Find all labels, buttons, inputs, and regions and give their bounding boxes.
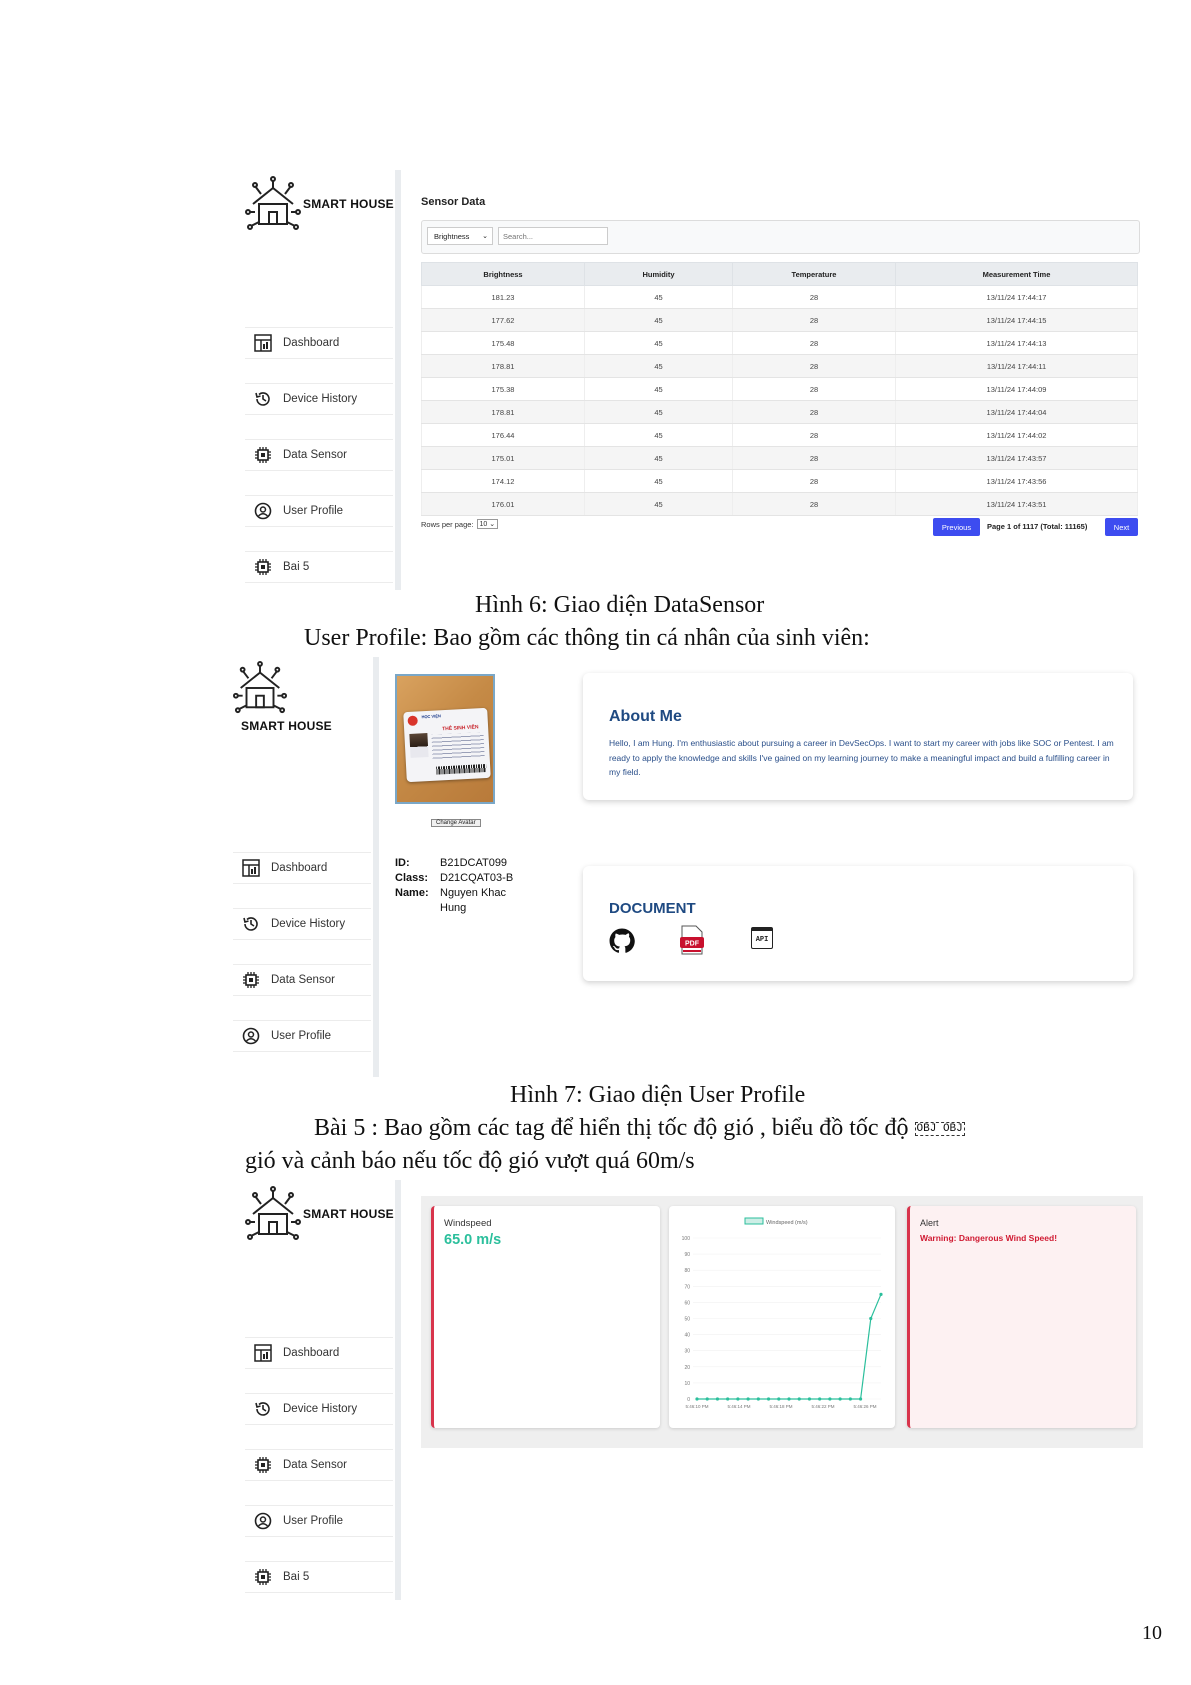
smart-house-logo-icon [245, 1186, 301, 1242]
class-value: D21CQAT03-B [440, 872, 514, 884]
y-tick-label: 60 [684, 1300, 690, 1307]
bai5-content-panel [421, 1196, 1143, 1448]
table-cell: 45 [585, 447, 733, 470]
chip-icon [253, 1567, 273, 1587]
data-point [716, 1397, 719, 1400]
brand[interactable] [245, 1186, 394, 1242]
data-point [787, 1397, 790, 1400]
table-cell: 13/11/24 17:43:51 [896, 493, 1138, 516]
card-header-text: HỌC VIỆN [421, 713, 441, 720]
sidebar-item-label: User Profile [283, 1515, 344, 1527]
sidebar [245, 170, 401, 590]
sidebar-item-bai5[interactable] [245, 1561, 393, 1593]
sidebar-item-dashboard[interactable] [245, 327, 393, 359]
table-row [422, 447, 1138, 470]
card-logo [407, 716, 418, 727]
x-tick-label: 5:46:22 PM [811, 1404, 835, 1409]
table-row [422, 493, 1138, 516]
table-cell: 45 [585, 355, 733, 378]
table-cell: 13/11/24 17:44:09 [896, 378, 1138, 401]
y-tick-label: 40 [684, 1332, 690, 1339]
data-point [798, 1397, 801, 1400]
series-line [697, 1294, 881, 1399]
y-tick-label: 80 [684, 1268, 690, 1275]
x-tick-label: 5:46:18 PM [769, 1404, 793, 1409]
table-cell: 45 [585, 332, 733, 355]
table-cell: 45 [585, 286, 733, 309]
windspeed-chart-card [669, 1206, 895, 1428]
chip-icon [253, 1455, 273, 1475]
table-cell: 175.48 [422, 332, 585, 355]
github-icon[interactable] [609, 928, 635, 959]
page-title: Sensor Data [421, 196, 486, 208]
rows-per-page-select[interactable]: 10 ⌄ [477, 519, 499, 529]
sidebar-item-label: Dashboard [283, 1347, 340, 1359]
table-row [422, 378, 1138, 401]
x-tick-label: 5:46:26 PM [853, 1404, 877, 1409]
table-cell: 45 [585, 493, 733, 516]
table-cell: 28 [733, 493, 896, 516]
y-tick-label: 10 [684, 1380, 690, 1387]
table-cell: 28 [733, 401, 896, 424]
brand-name: SMART HOUSE [303, 1207, 394, 1221]
user-circle-icon [253, 501, 273, 521]
brand-name: SMART HOUSE [241, 719, 332, 733]
dashboard-icon [253, 333, 273, 353]
data-point [695, 1397, 698, 1400]
card-lines [431, 732, 484, 761]
history-icon [241, 914, 261, 934]
alert-card [907, 1206, 1136, 1428]
x-tick-label: 5:46:10 PM [685, 1404, 709, 1409]
table-cell: 181.23 [422, 286, 585, 309]
api-label: API [755, 935, 769, 944]
data-point [726, 1397, 729, 1400]
table-cell: 178.81 [422, 355, 585, 378]
pdf-label: PDF [685, 940, 699, 948]
column-header[interactable]: Measurement Time [896, 263, 1138, 286]
table-cell: 175.01 [422, 447, 585, 470]
chevron-down-icon: ⌄ [482, 233, 488, 240]
sidebar-item-dashboard[interactable] [245, 1337, 393, 1369]
sidebar-item-user-profile[interactable] [233, 1020, 371, 1052]
table-cell: 13/11/24 17:43:56 [896, 470, 1138, 493]
history-icon [253, 389, 273, 409]
figure-caption-6: Hình 6: Giao diện DataSensor [475, 592, 765, 618]
document-title: DOCUMENT [609, 900, 696, 917]
sidebar-item-data-sensor[interactable] [245, 1449, 393, 1481]
table-cell: 178.81 [422, 401, 585, 424]
data-point [828, 1397, 831, 1400]
brand-name: SMART HOUSE [303, 197, 394, 211]
sidebar-item-label: Data Sensor [283, 1459, 347, 1471]
brand[interactable] [233, 661, 332, 733]
sidebar-item-user-profile[interactable] [245, 495, 393, 527]
sidebar-item-label: Bai 5 [283, 561, 310, 573]
smart-house-logo-icon [233, 661, 287, 715]
table-row [422, 286, 1138, 309]
user-circle-icon [241, 1026, 261, 1046]
about-me-title: About Me [609, 708, 682, 725]
sidebar-item-data-sensor[interactable] [245, 439, 393, 471]
table-cell: 175.38 [422, 378, 585, 401]
page-info: Page 1 of 1117 (Total: 11165) [987, 522, 1088, 531]
windspeed-card [431, 1206, 660, 1428]
table-cell: 13/11/24 17:44:13 [896, 332, 1138, 355]
table-cell: 45 [585, 424, 733, 447]
sidebar-item-label: Device History [271, 918, 346, 930]
about-me-card [583, 673, 1133, 800]
sidebar-item-label: Dashboard [283, 337, 340, 349]
sidebar-item-bai5[interactable] [245, 551, 393, 583]
sidebar-item-label: Device History [283, 1403, 358, 1415]
paragraph-bai5-line2: gió và cảnh báo nếu tốc độ gió vượt quá 60m/s [245, 1148, 695, 1174]
legend-label: Windspeed (m/s) [766, 1220, 808, 1226]
user-circle-icon [253, 1511, 273, 1531]
id-label: ID: [395, 857, 410, 869]
search-input[interactable] [498, 227, 608, 245]
table-cell: 45 [585, 309, 733, 332]
sidebar-item-label: Device History [283, 393, 358, 405]
screenshot-data-sensor [245, 170, 1150, 590]
data-point [879, 1293, 882, 1296]
sensor-table-wrap [421, 262, 1138, 516]
sidebar-item-label: User Profile [283, 505, 344, 517]
table-cell: 176.01 [422, 493, 585, 516]
table-cell: 28 [733, 378, 896, 401]
data-point [869, 1317, 872, 1320]
table-cell: 13/11/24 17:44:17 [896, 286, 1138, 309]
smart-house-logo-icon [245, 176, 301, 232]
dashboard-icon [241, 858, 261, 878]
data-point [747, 1397, 750, 1400]
y-tick-label: 50 [684, 1316, 690, 1323]
table-row [422, 355, 1138, 378]
data-point [706, 1397, 709, 1400]
table-cell: 177.62 [422, 309, 585, 332]
data-point [757, 1397, 760, 1400]
table-cell: 28 [733, 332, 896, 355]
table-cell: 28 [733, 447, 896, 470]
paragraph-bai5-line1 [314, 1115, 965, 1142]
api-icon[interactable] [751, 927, 773, 949]
card-title-text: THẺ SINH VIÊN [442, 724, 479, 733]
avatar [395, 674, 495, 804]
y-tick-label: 70 [684, 1284, 690, 1291]
pdf-icon[interactable] [679, 925, 705, 960]
y-tick-label: 90 [684, 1252, 690, 1259]
table-cell: 28 [733, 286, 896, 309]
name-label: Name: [395, 887, 429, 899]
table-row [422, 424, 1138, 447]
sensor-table [421, 262, 1138, 516]
table-cell: 13/11/24 17:44:04 [896, 401, 1138, 424]
chip-icon [241, 970, 261, 990]
table-cell: 45 [585, 378, 733, 401]
sidebar-item-user-profile[interactable] [245, 1505, 393, 1537]
dashboard-icon [253, 1343, 273, 1363]
about-me-text: Hello, I am Hung. I'm enthusiastic about pursuing a career in DevSecOps. I want to start my career with jobs like SOC or Pentest. I am ready to apply the knowledge and skills I've gained on my learning journey to make a meaningful impact and build a fulfilling career in my field. [609, 738, 1114, 777]
screenshot-bai5 [245, 1180, 1150, 1600]
table-header-row [422, 263, 1138, 286]
table-cell: 13/11/24 17:44:11 [896, 355, 1138, 378]
data-point [818, 1397, 821, 1400]
class-label: Class: [395, 872, 429, 884]
id-value: B21DCAT099 [440, 857, 508, 869]
table-cell: 13/11/24 17:44:02 [896, 424, 1138, 447]
data-point [839, 1397, 842, 1400]
table-cell: 28 [733, 470, 896, 493]
brand[interactable] [245, 176, 394, 232]
column-header[interactable]: Brightness [422, 263, 585, 286]
previous-button[interactable]: Previous [933, 518, 980, 536]
data-point [777, 1397, 780, 1400]
sidebar-item-label: Bai 5 [283, 1571, 310, 1583]
page-number: 10 [1142, 1622, 1162, 1644]
table-row [422, 332, 1138, 355]
rows-per-page [421, 519, 498, 529]
data-point [767, 1397, 770, 1400]
y-tick-label: 100 [681, 1236, 690, 1242]
chip-icon [253, 557, 273, 577]
table-cell: 45 [585, 401, 733, 424]
rows-per-page-value: 10 [479, 521, 488, 528]
data-point [859, 1397, 862, 1400]
sidebar-item-device-history[interactable] [245, 383, 393, 415]
y-tick-label: 20 [684, 1364, 690, 1371]
windspeed-chart [669, 1206, 895, 1428]
change-avatar-button[interactable]: Change Avatar [431, 819, 481, 827]
table-cell: 174.12 [422, 470, 585, 493]
data-point [808, 1397, 811, 1400]
table-row [422, 401, 1138, 424]
student-info [395, 856, 520, 916]
x-tick-label: 5:46:14 PM [727, 1404, 751, 1409]
sidebar-item-dashboard[interactable] [233, 852, 371, 884]
table-cell: 28 [733, 309, 896, 332]
column-header[interactable]: Humidity [585, 263, 733, 286]
screenshot-user-profile [233, 657, 1140, 1077]
bai5-text: Bài 5 : Bao gồm các tag để hiển thị tốc độ gió , biểu đồ tốc độ [314, 1115, 909, 1141]
name-value: Nguyen Khac Hung [440, 887, 507, 914]
next-button[interactable]: Next [1105, 518, 1138, 536]
y-tick-label: 0 [687, 1397, 690, 1403]
figure-caption-7: Hình 7: Giao diện User Profile [510, 1082, 806, 1108]
sidebar-item-data-sensor[interactable] [233, 964, 371, 996]
paragraph-user-profile: User Profile: Bao gồm các thông tin cá nhân của sinh viên: [304, 625, 870, 651]
history-icon [253, 1399, 273, 1419]
student-id-card [403, 708, 491, 782]
data-point [736, 1397, 739, 1400]
filter-bar [421, 220, 1140, 254]
table-cell: 28 [733, 424, 896, 447]
table-row [422, 309, 1138, 332]
windspeed-label: Windspeed [444, 1218, 492, 1229]
chip-icon [253, 445, 273, 465]
sidebar-item-label: Data Sensor [271, 974, 335, 986]
card-barcode [436, 764, 486, 775]
sidebar-item-label: Dashboard [271, 862, 328, 874]
table-row [422, 470, 1138, 493]
table-cell: 28 [733, 355, 896, 378]
sidebar-item-label: User Profile [271, 1030, 332, 1042]
table-cell: 13/11/24 17:43:57 [896, 447, 1138, 470]
document-card [583, 866, 1133, 981]
obj-placeholder: OBJ OBJ [916, 1123, 963, 1136]
card-photo [409, 733, 428, 758]
sidebar [233, 657, 379, 1077]
sidebar [245, 1180, 401, 1600]
table-cell: 13/11/24 17:44:15 [896, 309, 1138, 332]
sidebar-item-device-history[interactable] [245, 1393, 393, 1425]
table-cell: 176.44 [422, 424, 585, 447]
filter-select[interactable] [427, 227, 493, 245]
legend-swatch [745, 1218, 763, 1224]
column-header[interactable]: Temperature [733, 263, 896, 286]
y-tick-label: 30 [684, 1348, 690, 1355]
alert-title: Alert [920, 1218, 939, 1228]
filter-select-value: Brightness [434, 231, 470, 241]
table-cell: 45 [585, 470, 733, 493]
sidebar-item-label: Data Sensor [283, 449, 347, 461]
rows-per-page-label: Rows per page: [421, 519, 474, 529]
data-point [849, 1397, 852, 1400]
sidebar-item-device-history[interactable] [233, 908, 371, 940]
windspeed-value: 65.0 m/s [444, 1232, 502, 1248]
alert-text: Warning: Dangerous Wind Speed! [920, 1233, 1058, 1243]
